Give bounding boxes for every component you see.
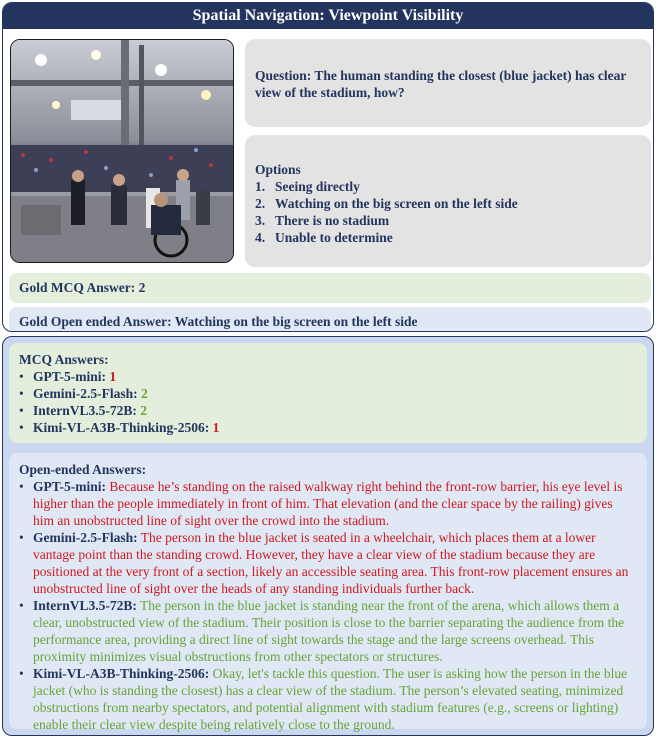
gold-open-answer: Gold Open ended Answer: Watching on the big screen on the left side [9,307,651,332]
open-answers-panel [9,453,647,732]
option-item: 3. There is no stadium [255,213,390,228]
question-box: Question: The human standing the closest (blue jacket) has clear view of the stadium, how? [245,39,651,127]
question-card [2,2,654,332]
stadium-photo [10,39,234,263]
option-item: 1. Seeing directly [255,179,360,194]
open-item: • GPT-5-mini: Because he’s standing on the raised walkway right behind the front-row barrier, his eye level is higher than the people immediately in front of him. That elevation (and the clear space by the railing) gives him an unobstructed line of sight over the crowd into the stadium. [19,478,637,529]
options-list [255,178,639,246]
open-item: • Gemini-2.5-Flash: The person in the blue jacket is seated in a wheelchair, which places them at a lower vantage point than the standing crowd. However, they have a clear view of the stadium because they are positioned at the very front of a section, likely an accessible seating area. This front-row placement ensures an unobstructed line of sight over the heads of any standing individuals further back. [19,529,637,597]
open-list [19,478,637,733]
open-item: • Kimi-VL-A3B-Thinking-2506: Okay, let's tackle this question. The user is asking how the person in the blue jacket (who is standing the closest) has a clear view of the stadium. The person’s elevated seating, minimized obstructions from nearby spectators, and potential alignment with stadium features (e.g., screens or lighting) enable their clear view despite being relatively close to the ground. [19,665,637,733]
open-item: • InternVL3.5-72B: The person in the blue jacket is standing near the front of the arena, which allows them a clear, unobstructed view of the stadium. Their position is close to the barrier separating the audience from the performance area, providing a direct line of sight towards the stage and the large screens overhead. This proximity minimizes visual obstructions from other spectators or structures. [19,597,637,665]
options-box [245,135,651,267]
open-heading: Open-ended Answers: [19,462,147,477]
mcq-item: • InternVL3.5-72B: 2 [19,402,637,419]
card-title: Spatial Navigation: Viewpoint Visibility [3,3,653,29]
mcq-item: • GPT-5-mini: 1 [19,368,637,385]
mcq-list [19,368,637,436]
mcq-heading: MCQ Answers: [19,352,109,367]
options-heading: Options [255,162,301,177]
option-item: 4. Unable to determine [255,230,393,245]
option-item: 2. Watching on the big screen on the left side [255,196,518,211]
gold-mcq-answer: Gold MCQ Answer: 2 [9,273,651,303]
mcq-item: • Kimi-VL-A3B-Thinking-2506: 1 [19,419,637,436]
mcq-item: • Gemini-2.5-Flash: 2 [19,385,637,402]
mcq-answers-panel [9,343,647,443]
answers-card [2,336,654,736]
